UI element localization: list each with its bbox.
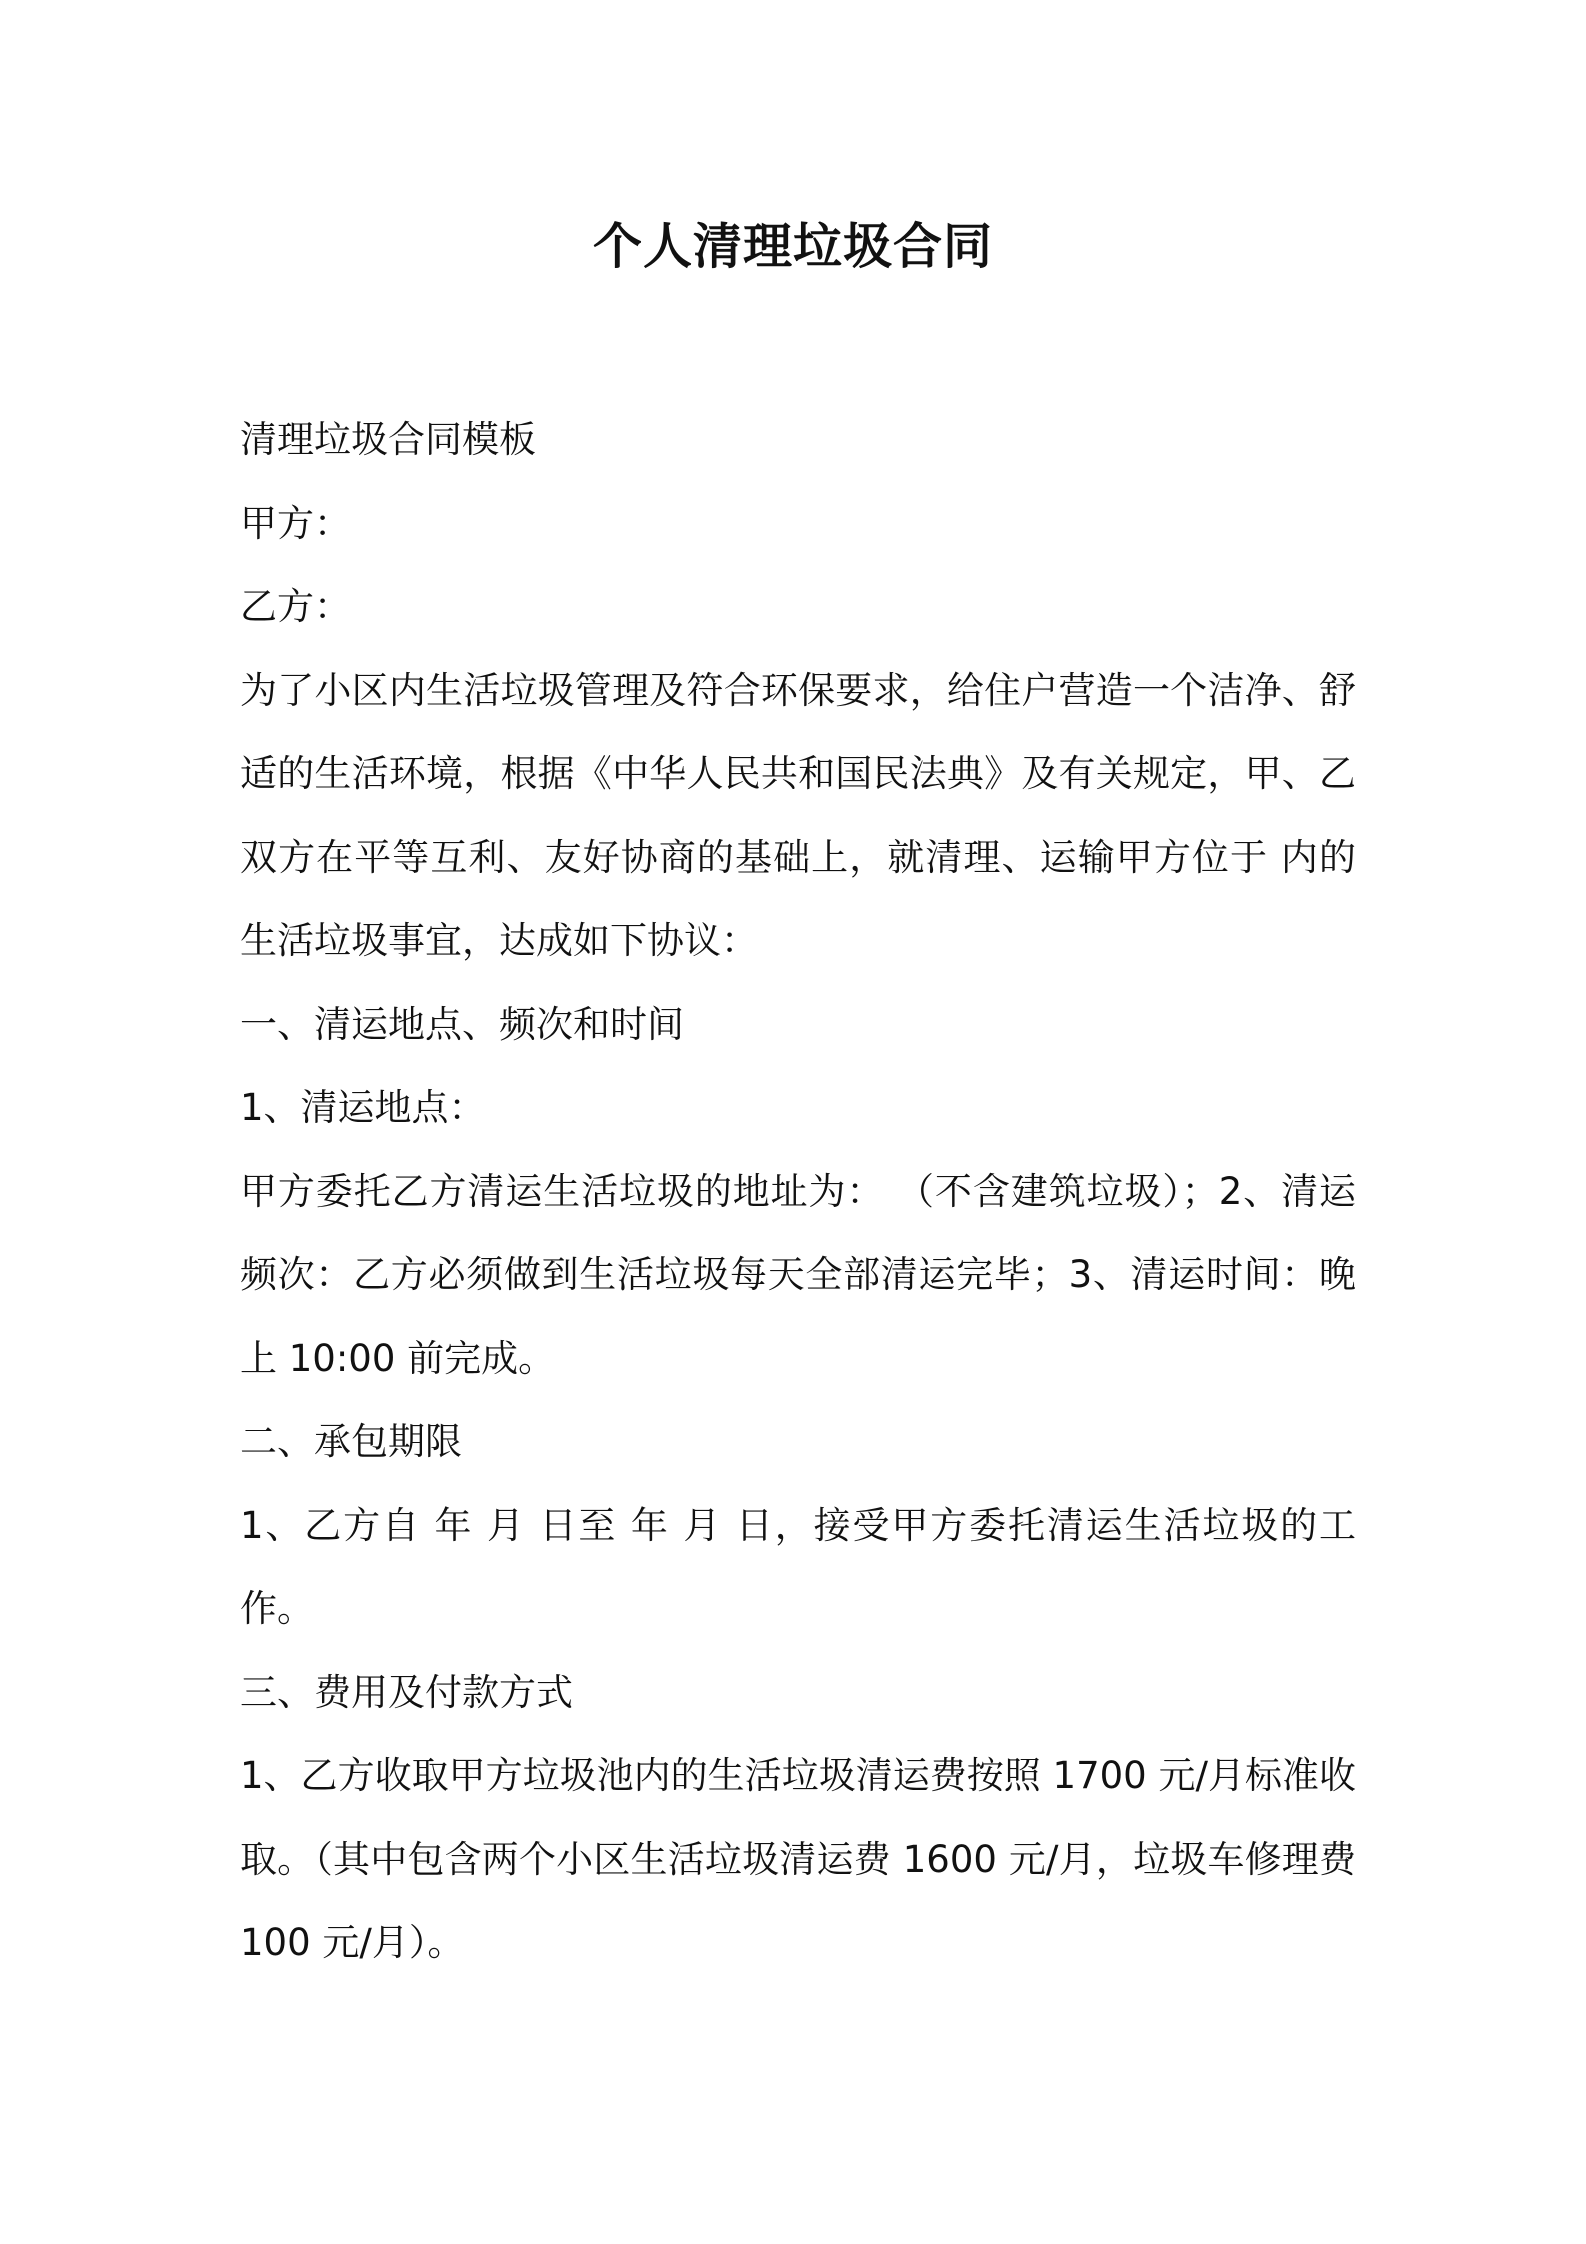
- document-title: 个人清理垃圾合同: [592, 218, 993, 275]
- template-heading: 清理垃圾合同模板: [240, 418, 536, 461]
- clause-location-heading: 1、清运地点：: [240, 1086, 486, 1129]
- clause-location-text: 甲方委托乙方清运生活垃圾的地址为： （不含建筑垃圾）；2、清运频次：乙方必须做到生活垃圾每天全部清运完毕；3、清运时间：晚上 10:00 前完成。: [240, 1169, 1356, 1380]
- section-heading-location-frequency-time: 一、清运地点、频次和时间: [240, 1002, 684, 1046]
- clause-fees: 1、乙方收取甲方垃圾池内的生活垃圾清运费按照 1700 元/月标准收取。（其中包含两个小区生活垃圾清运费 1600 元/月，垃圾车修理费 100 元/月）。: [240, 1754, 1356, 1964]
- party-a-line: 甲方：: [240, 501, 351, 545]
- section-heading-fees-payment: 三、费用及付款方式: [240, 1670, 573, 1714]
- preamble-paragraph: 为了小区内生活垃圾管理及符合环保要求，给住户营造一个洁净、舒适的生活环境，根据《中华人民共和国民法典》及有关规定，甲、乙双方在平等互利、友好协商的基础上，就清理、运输甲方位于 内的生活垃圾事宜，达成如下协议：: [240, 668, 1356, 962]
- document-body: [240, 398, 1356, 1985]
- party-b-line: 乙方：: [240, 585, 351, 628]
- clause-contract-term: 1、乙方自 年 月 日至 年 月 日，接受甲方委托清运生活垃圾的工作。: [240, 1503, 1356, 1630]
- section-heading-contract-term: 二、承包期限: [240, 1420, 462, 1463]
